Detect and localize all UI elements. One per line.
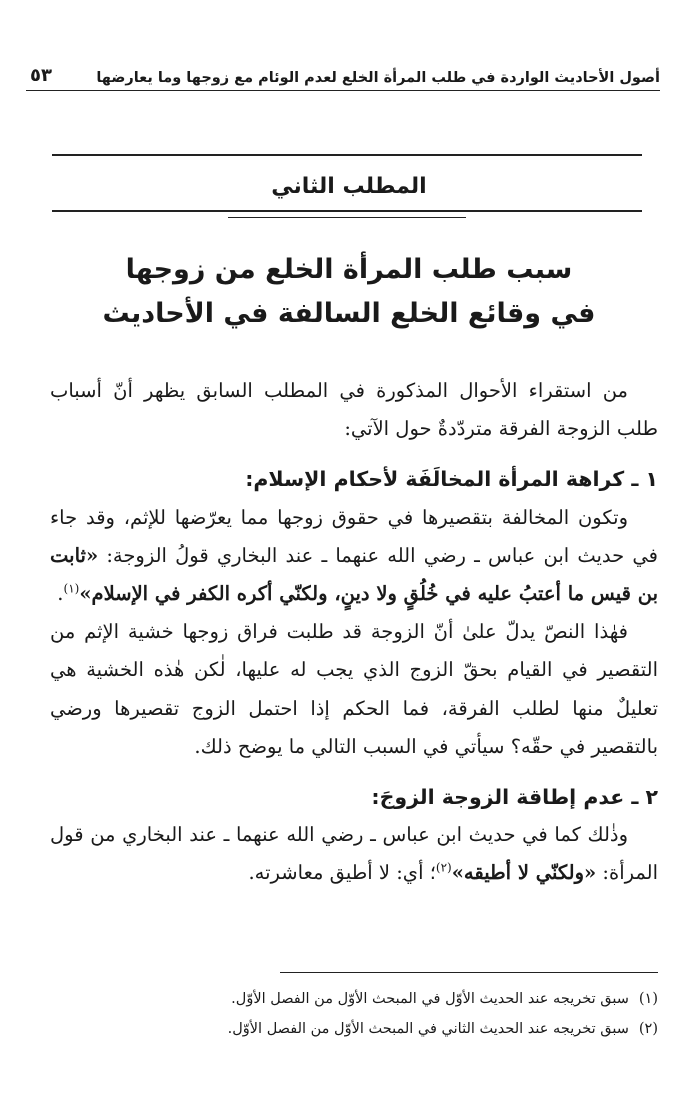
hadith-quote-2: «ولكنّي لا أطيقه»	[451, 861, 597, 885]
footnote-ref-2[interactable]: (٢)	[435, 860, 452, 875]
footnote-2-number: (٢)	[638, 1021, 658, 1037]
point-1-title: ١ ـ كراهة المرأة المخالَفَة لأحكام الإسلام:	[245, 467, 658, 492]
footnote-1-number: (١)	[638, 991, 658, 1007]
point-2-text: وذٰلك كما في حديث ابن عباس ـ رضي الله عنهما ـ عند البخاري من قول المرأة:	[50, 823, 658, 885]
footnote-rule	[280, 972, 658, 973]
heading-line-1: سبب طلب المرأة الخلع من زوجها	[125, 254, 573, 285]
running-title: أصول الأحاديث الواردة في طلب المرأة الخلع لعدم الوئام مع زوجها وما يعارضها	[96, 70, 660, 86]
page-number: ٥٣	[30, 65, 52, 86]
footnote-2	[60, 1014, 658, 1044]
point-2-paragraph-1	[50, 816, 658, 892]
footnote-1-text: سبق تخريجه عند الحديث الأوّل في المبحث الأوّل من الفصل الأوّل.	[231, 991, 629, 1007]
body-text	[50, 372, 658, 893]
point-1-text: وتكون المخالفة بتقصيرها في حقوق زوجها مما يعرّضها للإثم، وقد جاء في حديث ابن عباس ـ رضي الله عنهما ـ عند البخاري قولُ الزوجة:	[50, 505, 658, 567]
footnote-1	[60, 984, 658, 1014]
heading-line-2: في وقائع الخلع السالفة في الأحاديث	[102, 298, 596, 329]
intro-paragraph: من استقراء الأحوال المذكورة في المطلب السابق يظهر أنّ أسباب طلب الزوجة الفرقة متردّدةٌ حول الآتي:	[50, 379, 658, 441]
section-rule-top	[52, 154, 642, 156]
hadith-quote-1: «ثابت بن قيس ما أعتبُ عليه في خُلُقٍ ولا دينٍ، ولكنّي أكره الكفر في الإسلام»	[50, 543, 658, 606]
running-header	[30, 60, 660, 86]
section-title: المطلب الثاني	[271, 174, 427, 199]
footnotes	[60, 984, 658, 1044]
point-1-paragraph-1	[50, 499, 658, 614]
main-heading	[40, 248, 658, 336]
section-rule-bottom	[52, 210, 642, 212]
point-2-text-end: ؛ أي: لا أطيق معاشرته.	[248, 861, 436, 885]
point-2-title: ٢ ـ عدم إطاقة الزوجة الزوجَ:	[371, 785, 658, 810]
section-rule-short	[228, 217, 466, 218]
footnote-ref-1[interactable]: (١)	[63, 581, 80, 596]
header-rule	[26, 90, 660, 91]
footnote-2-text: سبق تخريجه عند الحديث الثاني في المبحث الأوّل من الفصل الأوّل.	[227, 1021, 629, 1037]
point-1-paragraph-2: فهٰذا النصّ يدلّ علىٰ أنّ الزوجة قد طلبت فراق زوجها خشية الإثم من التقصير في القيام بحقّ الزوج الذي يجب له عليها، لٰكن هٰذه الخشية هي تعليلٌ منها لطلب الفرقة، فما الحكم إذا احتمل الزوج تقصيرها ورضي بالتقصير في حقّه؟ سيأتي في السبب التالي ما يوضح ذلك.	[50, 620, 658, 758]
point-1-text-end: .	[57, 582, 64, 606]
